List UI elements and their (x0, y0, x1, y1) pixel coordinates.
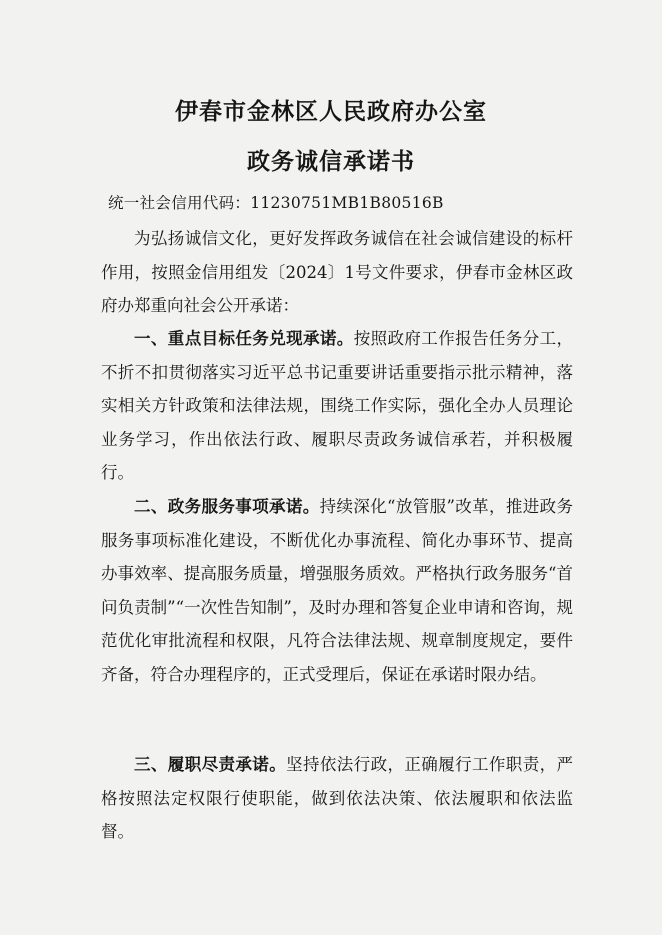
section-lead-1: 一、重点目标任务兑现承诺。 (134, 329, 354, 348)
credit-code: 统一社会信用代码：11230751MB1B80516B (108, 194, 444, 212)
section-paragraph-1 (101, 322, 573, 490)
intro-paragraph: 为弘扬诚信文化，更好发挥政务诚信在社会诚信建设的标杆作用，按照金信用组发〔2024〕1号文件要求，伊春市金林区政府办郑重向社会公开承诺： (101, 229, 573, 315)
section-text-2: 持续深化“放管服”改革，推进政务服务事项标准化建设，不断优化办事流程、简化办事环节、提高办事效率、提高服务质量，增强服务质效。严格执行政务服务“首问负责制”“一次性告知制”，及时办理和答复企业申请和咨询，规范优化审批流程和权限，凡符合法律法规、规章制度规定，要件齐备，符合办理程序的，正式受理后，保证在承诺时限办结。 (101, 497, 574, 684)
section-text-1: 按照政府工作报告任务分工，不折不扣贯彻落实习近平总书记重要讲话重要指示批示精神，落实相关方针政策和法律法规，围绕工作实际，强化全办人员理论业务学习，作出依法行政、履职尽责政务诚信承若，并积极履行。 (101, 329, 574, 482)
section-lead-3: 三、履职尽责承诺。 (134, 755, 287, 774)
document-title-line2: 政务诚信承诺书 (247, 148, 415, 175)
section-lead-2: 二、政务服务事项承诺。 (134, 497, 320, 516)
document-title-line1: 伊春市金林区人民政府办公室 (175, 98, 487, 125)
section-paragraph-2 (101, 490, 573, 691)
section-text-3: 坚持依法行政，正确履行工作职责，严格按照法定权限行使职能，做到依法决策、依法履职和依法监督。 (101, 755, 574, 841)
section-paragraph-3 (101, 748, 573, 849)
